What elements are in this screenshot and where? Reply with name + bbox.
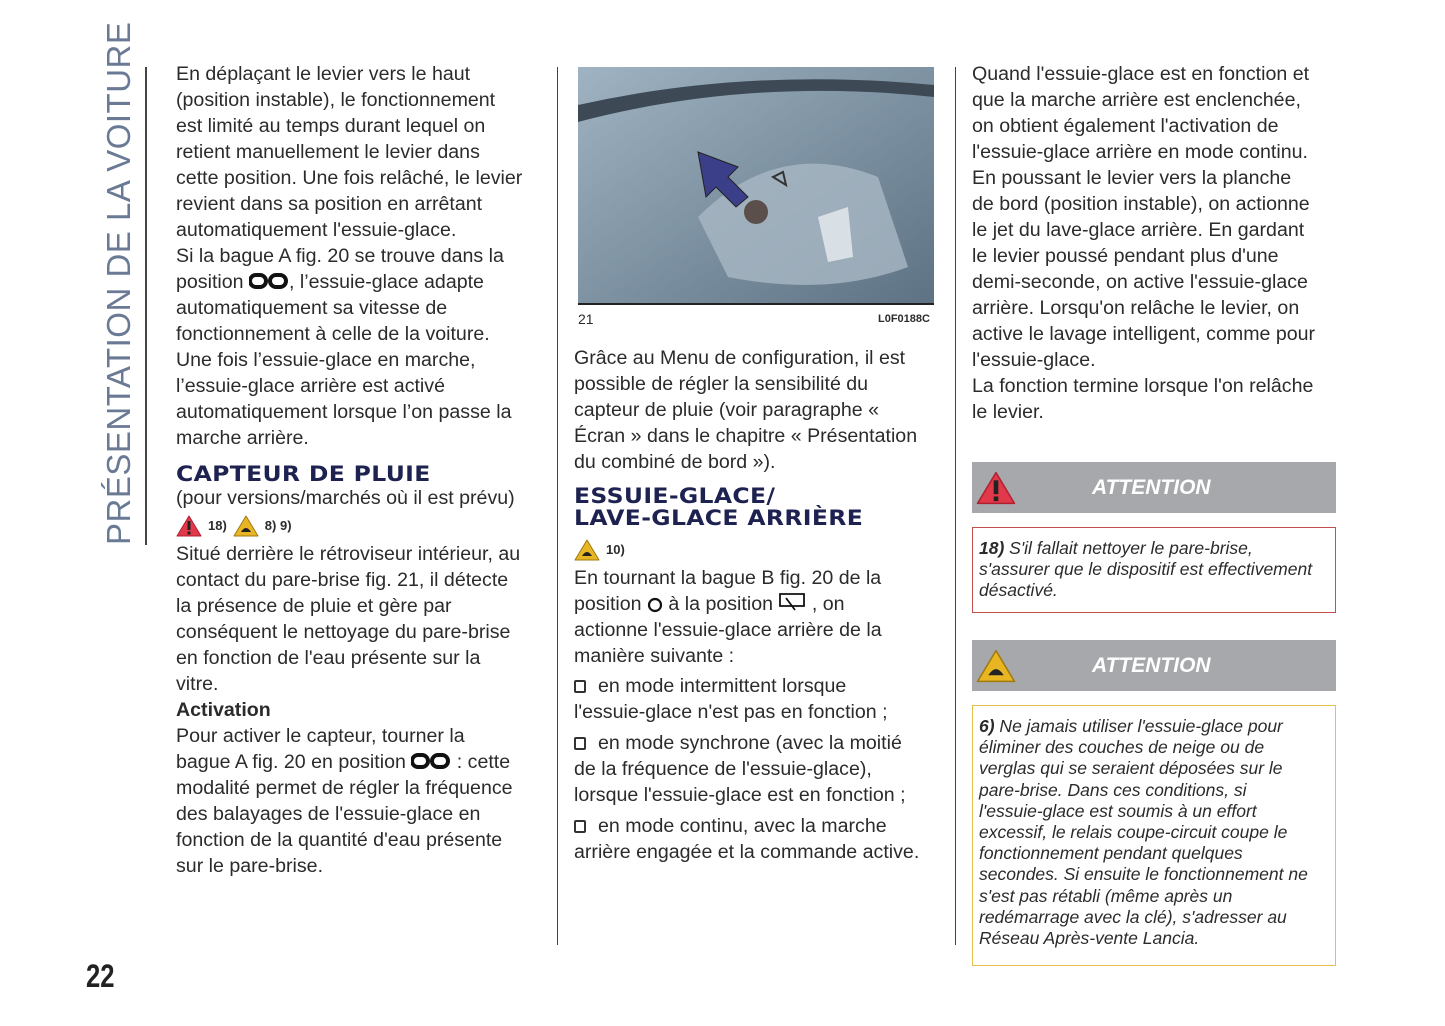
attention-header-warning bbox=[972, 462, 1336, 513]
ref-caution: 8) 9) bbox=[264, 518, 292, 533]
paragraph-line: en fonction de l'eau présente sur la bbox=[176, 647, 481, 669]
paragraph-line: Pour activer le capteur, tourner la bbox=[176, 725, 465, 747]
paragraph-line: sur le pare-brise. bbox=[176, 855, 324, 877]
paragraph-line bbox=[176, 749, 522, 775]
list-item-line bbox=[574, 839, 919, 865]
paragraph-line: possible de régler la sensibilité du bbox=[574, 373, 869, 395]
paragraph-line: l'essuie-glace. bbox=[972, 349, 1096, 371]
note-number: 6) bbox=[979, 716, 995, 736]
paragraph-line: on obtient également l'activation de bbox=[972, 115, 1279, 137]
note-line: l'essuie-glace est soumis à un effort bbox=[979, 800, 1257, 821]
column-2 bbox=[574, 345, 919, 865]
note-line: fonctionnement pendant quelques bbox=[979, 843, 1243, 864]
list-item-line bbox=[574, 699, 919, 725]
list-item-line bbox=[574, 730, 919, 756]
paragraph-line: cette position. Une fois relâché, le levier bbox=[176, 167, 523, 189]
caution-car-icon bbox=[574, 538, 600, 562]
paragraph-line: automatiquement lorsque l’on passe la bbox=[176, 401, 512, 423]
paragraph-line: le levier. bbox=[972, 401, 1044, 423]
note-line: pare-brise. Dans ces conditions, si bbox=[979, 779, 1247, 800]
note-line: s'assurer que le dispositif est effectivement bbox=[979, 559, 1313, 580]
paragraph-line bbox=[176, 269, 522, 295]
paragraph-line: contact du pare-brise fig. 21, il détecte bbox=[176, 569, 509, 591]
page-number: 22 bbox=[86, 958, 115, 994]
paragraph bbox=[176, 775, 522, 879]
off-position-icon bbox=[647, 597, 663, 613]
list-item-line bbox=[574, 813, 919, 839]
paragraph-line: l'essuie-glace arrière en mode continu. bbox=[972, 141, 1308, 163]
figure-number: 21 bbox=[578, 311, 594, 327]
note-line: excessif, le relais coupe-circuit coupe le bbox=[979, 822, 1288, 843]
references bbox=[574, 535, 919, 565]
paragraph-line: revient dans sa position en arrêtant bbox=[176, 193, 483, 215]
paragraph-line: actionne l'essuie-glace arrière de la bbox=[574, 619, 882, 641]
text: , l’essuie-glace adapte bbox=[288, 271, 484, 293]
paragraph-line: le jet du lave-glace arrière. En gardant bbox=[972, 219, 1305, 241]
paragraph-line: des balayages de l'essuie-glace en bbox=[176, 803, 481, 825]
ref-caution: 10) bbox=[606, 542, 625, 557]
subheading: (pour versions/marchés où il est prévu) bbox=[176, 487, 515, 509]
paragraph-line: automatiquement sa vitesse de bbox=[176, 297, 448, 319]
paragraph-line: En tournant la bague B fig. 20 de la bbox=[574, 567, 882, 589]
heading-rear-wiper: LAVE-GLACE ARRIÈRE bbox=[574, 506, 864, 530]
attention-box-warning bbox=[972, 527, 1336, 613]
paragraph-line: En poussant le levier vers la planche bbox=[972, 167, 1292, 189]
list-item bbox=[574, 673, 919, 725]
paragraph-line: que la marche arrière est enclenchée, bbox=[972, 89, 1301, 111]
note-line: s'est pas rétabli (même après un bbox=[979, 885, 1233, 906]
references bbox=[176, 511, 522, 541]
item-text: de la fréquence de l'essuie-glace), bbox=[574, 758, 872, 780]
caution-car-icon bbox=[976, 646, 1016, 686]
item-text: arrière engagée et la commande active. bbox=[574, 841, 920, 863]
column-3 bbox=[972, 61, 1315, 425]
rear-wiper-icon bbox=[778, 592, 806, 612]
text: position bbox=[574, 593, 647, 615]
paragraph-line: En déplaçant le levier vers le haut bbox=[176, 63, 471, 85]
heading-rear-wiper: ESSUIE-GLACE/ bbox=[574, 484, 776, 508]
list-item-line bbox=[574, 756, 919, 782]
paragraph-line: Grâce au Menu de configuration, il est bbox=[574, 347, 906, 369]
note-line: redémarrage avec la clé), s'adresser au bbox=[979, 906, 1287, 927]
paragraph-line: fonction de la quantité d'eau présente bbox=[176, 829, 503, 851]
attention-header-caution bbox=[972, 640, 1336, 691]
checkbox-bullet-icon bbox=[574, 737, 586, 750]
paragraph-line: Une fois l’essuie-glace en marche, bbox=[176, 349, 476, 371]
paragraph bbox=[176, 61, 522, 269]
warning-triangle-icon bbox=[176, 514, 202, 538]
note-line: secondes. Si ensuite le fonctionnement ne bbox=[979, 864, 1308, 885]
divider bbox=[557, 67, 558, 945]
figure-rain-sensor-photo bbox=[578, 67, 934, 305]
paragraph bbox=[176, 295, 522, 451]
attention-title: ATTENTION bbox=[1092, 476, 1211, 499]
caution-car-icon bbox=[233, 514, 259, 538]
paragraph-line: la présence de pluie et gère par bbox=[176, 595, 452, 617]
paragraph-line: active le lavage intelligent, comme pour bbox=[972, 323, 1316, 345]
paragraph bbox=[972, 61, 1315, 425]
column-1 bbox=[176, 61, 522, 879]
text: position bbox=[176, 271, 249, 293]
paragraph-line: fonctionnement à celle de la voiture. bbox=[176, 323, 490, 345]
paragraph-line: (position instable), le fonctionnement bbox=[176, 89, 496, 111]
item-text: l'essuie-glace n'est pas en fonction ; bbox=[574, 701, 888, 723]
paragraph bbox=[176, 541, 522, 697]
item-text: en mode synchrone (avec la moitié bbox=[598, 732, 902, 754]
paragraph-line: vitre. bbox=[176, 673, 219, 695]
text: bague A fig. 20 en position bbox=[176, 751, 412, 773]
paragraph-line: est limité au temps durant lequel on bbox=[176, 115, 486, 137]
paragraph-line: automatiquement l'essuie-glace. bbox=[176, 219, 457, 241]
list-item bbox=[574, 813, 919, 865]
activation-title: Activation bbox=[176, 699, 271, 721]
paragraph-line: capteur de pluie (voir paragraphe « bbox=[574, 399, 879, 421]
text: : cette bbox=[451, 751, 511, 773]
note-line: Ne jamais utiliser l'essuie-glace pour bbox=[994, 716, 1283, 736]
list-item-line bbox=[574, 782, 919, 808]
paragraph-line: conséquent le nettoyage du pare-brise bbox=[176, 621, 511, 643]
note-line: éliminer des couches de neige ou de bbox=[979, 737, 1265, 758]
paragraph-line bbox=[574, 591, 919, 617]
paragraph bbox=[176, 723, 522, 749]
divider bbox=[145, 67, 147, 545]
ref-warning: 18) bbox=[208, 518, 227, 533]
note-line: verglas qui se seraient déposées sur le bbox=[979, 758, 1283, 779]
paragraph bbox=[574, 345, 919, 475]
paragraph-line: du combiné de bord »). bbox=[574, 451, 776, 473]
note-line: S'il fallait nettoyer le pare-brise, bbox=[1004, 538, 1253, 558]
item-text: en mode continu, avec la marche bbox=[598, 815, 887, 837]
paragraph-line: le levier poussé pendant plus d'une bbox=[972, 245, 1279, 267]
paragraph-line: marche arrière. bbox=[176, 427, 309, 449]
note-line: Réseau Après-vente Lancia. bbox=[979, 928, 1200, 949]
heading-rain-sensor: CAPTEUR DE PLUIE bbox=[176, 462, 431, 486]
paragraph-line: demi-seconde, on active l'essuie-glace bbox=[972, 271, 1308, 293]
paragraph-line: de bord (position instable), on actionne bbox=[972, 193, 1310, 215]
paragraph-line: modalité permet de régler la fréquence bbox=[176, 777, 513, 799]
paragraph-line: l’essuie-glace arrière est activé bbox=[176, 375, 445, 397]
paragraph-line: Quand l'essuie-glace est en fonction et bbox=[972, 63, 1310, 85]
attention-title: ATTENTION bbox=[1092, 654, 1211, 677]
warning-triangle-icon bbox=[976, 468, 1016, 508]
paragraph-line: arrière. Lorsqu'on relâche le levier, on bbox=[972, 297, 1300, 319]
list-item bbox=[574, 730, 919, 808]
paragraph-line: retient manuellement le levier dans bbox=[176, 141, 480, 163]
note-lines bbox=[979, 737, 1329, 949]
text: à la position bbox=[662, 593, 779, 615]
item-text: lorsque l'essuie-glace est en fonction ; bbox=[574, 784, 906, 806]
checkbox-bullet-icon bbox=[574, 680, 586, 693]
item-text: en mode intermittent lorsque bbox=[598, 675, 847, 697]
paragraph bbox=[574, 617, 919, 669]
paragraph-line: Situé derrière le rétroviseur intérieur, au bbox=[176, 543, 521, 565]
paragraph-line: La fonction termine lorsque l'on relâche bbox=[972, 375, 1314, 397]
bullet-list bbox=[574, 673, 919, 865]
note-number: 18) bbox=[979, 538, 1005, 558]
paragraph-line: Si la bague A fig. 20 se trouve dans la bbox=[176, 245, 504, 267]
list-item-line bbox=[574, 673, 919, 699]
rain-sensor-auto-icon bbox=[411, 752, 451, 770]
paragraph-line: manière suivante : bbox=[574, 645, 735, 667]
section-title: PRÉSENTATION DE LA VOITURE bbox=[100, 21, 137, 545]
checkbox-bullet-icon bbox=[574, 820, 586, 833]
note-line: désactivé. bbox=[979, 580, 1058, 601]
rain-sensor-auto-icon bbox=[249, 272, 289, 290]
figure-code: L0F0188C bbox=[878, 313, 930, 325]
paragraph-line: Écran » dans le chapitre « Présentation bbox=[574, 425, 918, 447]
attention-box-caution bbox=[972, 705, 1336, 966]
text: , on bbox=[806, 593, 845, 615]
